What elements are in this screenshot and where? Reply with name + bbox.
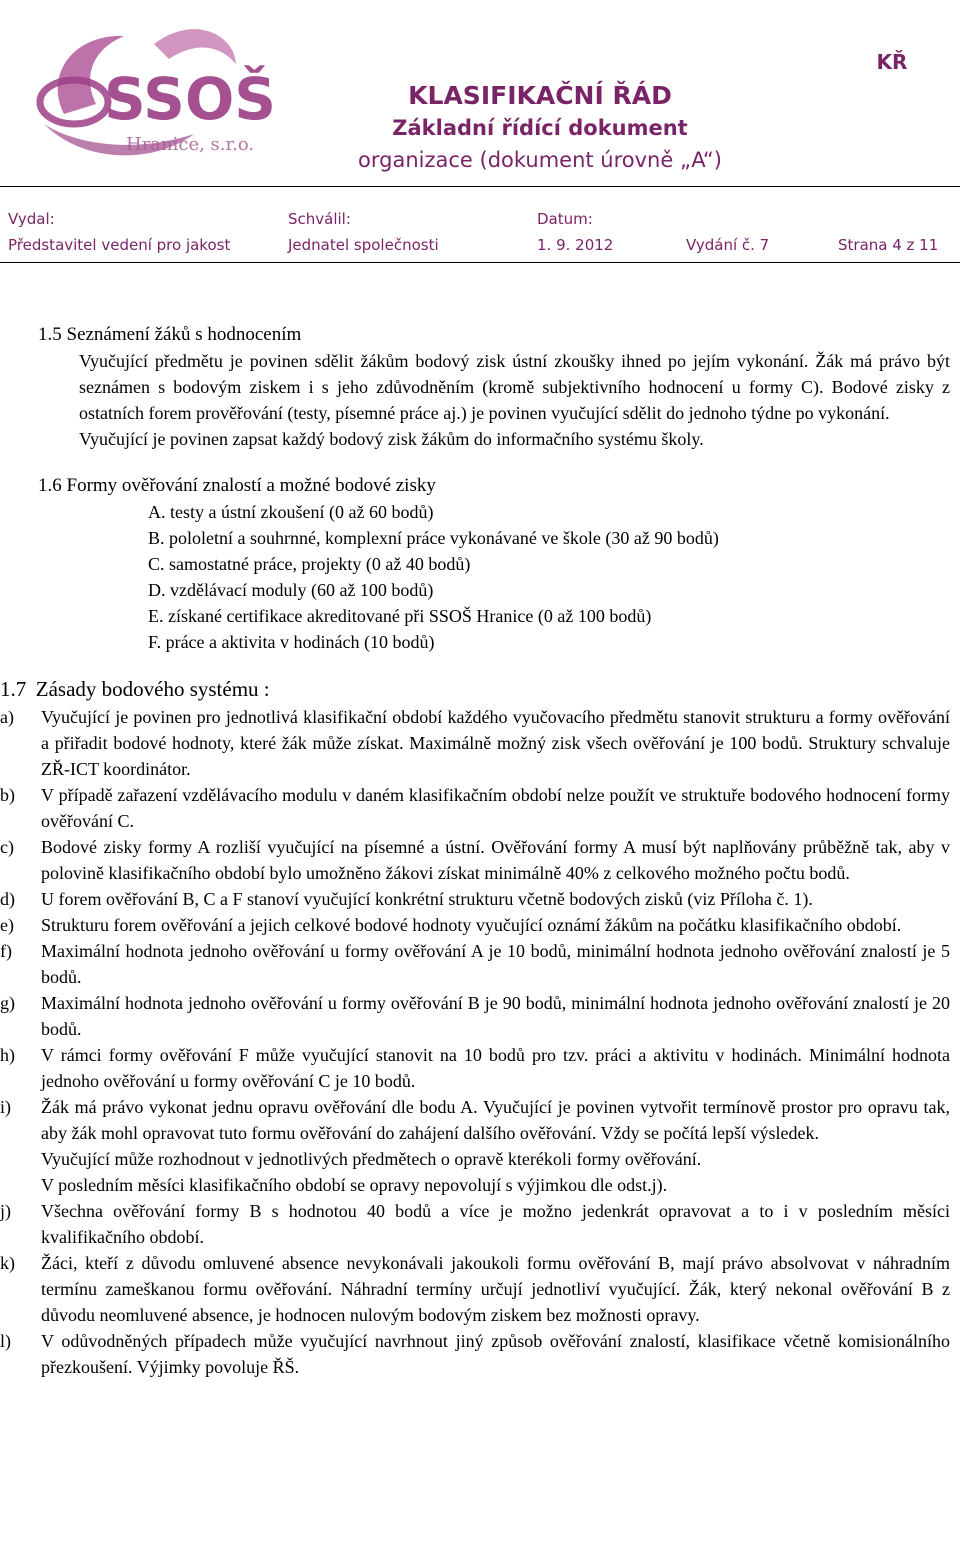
list-item: E. získané certifikace akreditované při SSOŠ Hranice (0 až 100 bodů) [148, 606, 652, 626]
approved-by [288, 206, 439, 258]
svg-text:Hranice, s.r.o.: Hranice, s.r.o. [126, 134, 255, 155]
document-header [0, 0, 960, 262]
issued-by-value: Představitel vedení pro jakost [8, 236, 231, 254]
document-subtitle: Základní řídící dokument [392, 116, 688, 140]
rule-e: e) Strukturu forem ověřování a jejich celkové bodové hodnoty vyučující oznámí žákům na počátku klasifikačního období. [0, 915, 902, 935]
list-item: D. vzdělávací moduly (60 až 100 bodů) [148, 580, 434, 600]
forms-list [148, 499, 950, 655]
section-title-1-7 [0, 676, 950, 704]
document-title-block [290, 80, 790, 176]
approved-by-value: Jednatel společnosti [288, 236, 439, 254]
section-1-5-text2: Vyučující je povinen zapsat každý bodový zisk žákům do informačního systému školy. [79, 429, 704, 449]
issued-by [8, 206, 230, 258]
rule-i-extra1: Vyučující může rozhodnout v jednotlivých předmětech o opravě kterékoli formy ověřování. [41, 1149, 702, 1169]
list-item: B. pololetní a souhrnné, komplexní práce vykonávané ve škole (30 až 90 bodů) [148, 528, 719, 548]
header-divider [0, 186, 960, 187]
section-1-7-number: 1.7 [0, 677, 27, 701]
document-title: KLASIFIKAČNÍ ŘÁD [408, 81, 672, 110]
rule-j: j) Všechna ověřování formy B s hodnotou 40 bodů a více je možno jedenkrát opravovat a to i v posledním měsíci kvalifikačního období. [0, 1201, 950, 1247]
list-item: A. testy a ústní zkoušení (0 až 60 bodů) [148, 502, 434, 522]
school-logo [4, 4, 276, 186]
ssos-logo-icon [4, 4, 276, 186]
section-title-1-6: 1.6 Formy ověřování znalostí a možné bodové zisky [38, 475, 436, 496]
rule-c: c) Bodové zisky formy A rozliší vyučující na písemné a ústní. Ověřování formy A musí být naplňovány průběžně tak, aby v polovině klasifikačního období bylo umožněno žákovi získat minimálně 40% z celkového možného počtu bodů. [0, 837, 950, 883]
issued-by-label: Vydal: [8, 210, 55, 228]
section-title-1-5: 1.5 Seznámení žáků s hodnocením [38, 324, 302, 345]
edition-number: Vydání č. 7 [686, 236, 770, 254]
rule-k: k) Žáci, kteří z důvodu omluvené absence nevykonávali jakoukoli formu ověřování B, mají právo absolvovat v náhradním termínu zameškanou formu ověřování. Náhradní termíny určují jednotliví vyučující. Žák, který nekonal ověřování B z důvodu neomluvené absence, je hodnocen nulovým bodovým ziskem bez možnosti opravy. [0, 1253, 950, 1325]
rule-l: l) V odůvodněných případech může vyučující navrhnout jiný způsob ověřování znalostí, klasifikace včetně komisionálního přezkoušení. Výjimky povoluje ŘŠ. [0, 1331, 950, 1377]
rules-list [0, 704, 950, 1380]
section-1-5-text: Vyučující předmětu je povinen sdělit žákům bodový zisk ústní zkoušky ihned po jejím vykonání. Žák má právo být seznámen s bodovým ziskem i s jeho zdůvodněním (kromě subjektivního hodnocení u formy C). Bodové zisky z ostatních forem prověřování (testy, písemné práce aj.) je povinen vyučující sdělit do jednoho týdne po vykonání. [79, 351, 950, 423]
page-number: Strana 4 z 11 [838, 236, 939, 254]
issue-date-label: Datum: [537, 210, 593, 228]
document-level: organizace (dokument úrovně „A“) [358, 148, 722, 172]
document-code: KŘ [876, 50, 908, 74]
issue-date-value: 1. 9. 2012 [537, 236, 614, 254]
rule-d: d) U forem ověřování B, C a F stanoví vyučující konkrétní strukturu včetně bodových zisků (viz Příloha č. 1). [0, 889, 813, 909]
svg-text:SSOŠ: SSOŠ [104, 65, 276, 133]
list-item: C. samostatné práce, projekty (0 až 40 bodů) [148, 554, 471, 574]
issue-date [537, 206, 613, 258]
rule-i-extra2: V posledním měsíci klasifikačního období se opravy nepovolují s výjimkou dle odst.j). [41, 1175, 668, 1195]
header-bottom-border [0, 262, 960, 263]
section-1-7-title: Zásady bodového systému : [35, 677, 270, 701]
rule-i: i) Žák má právo vykonat jednu opravu ověřování dle bodu A. Vyučující je povinen vytvořit termínově prostor pro opravu tak, aby žák mohl opravovat tuto formu ověřování do zahájení dalšího ověřování. Vždy se počítá lepší výsledek. Vyučující může rozhodnout v jednotlivých předmětech o opravě kterékoli formy ověřování. V posledním měsíci klasifikačního období se opravy nepovolují s výjimkou dle odst.j). [0, 1097, 950, 1195]
approved-by-label: Schválil: [288, 210, 351, 228]
rule-f: f) Maximální hodnota jednoho ověřování u formy ověřování A je 10 bodů, minimální hodnota jednoho ověřování znalostí je 5 bodů. [0, 941, 950, 987]
list-item: F. práce a aktivita v hodinách (10 bodů) [148, 632, 435, 652]
rule-h: h) V rámci formy ověřování F může vyučující stanovit na 10 bodů pro tzv. práci a aktivitu v hodinách. Minimální hodnota jednoho ověřování u formy ověřování C je 10 bodů. [0, 1045, 950, 1091]
document-body [0, 322, 950, 1380]
rule-b: b) V případě zařazení vzdělávacího modulu v daném klasifikačním období nelze použít ve struktuře bodového hodnocení formy ověřování C. [0, 785, 950, 831]
rule-a: a) Vyučující je povinen pro jednotlivá klasifikační období každého vyučovacího předmětu stanovit strukturu a formy ověřování a přiřadit bodové hodnoty, které žák může získat. Maximálně možný zisk všech ověřování je 100 bodů. Struktury schvaluje ZŘ-ICT koordinátor. [0, 707, 950, 779]
rule-g: g) Maximální hodnota jednoho ověřování u formy ověřování B je 90 bodů, minimální hodnota jednoho ověřování znalostí je 20 bodů. [0, 993, 950, 1039]
